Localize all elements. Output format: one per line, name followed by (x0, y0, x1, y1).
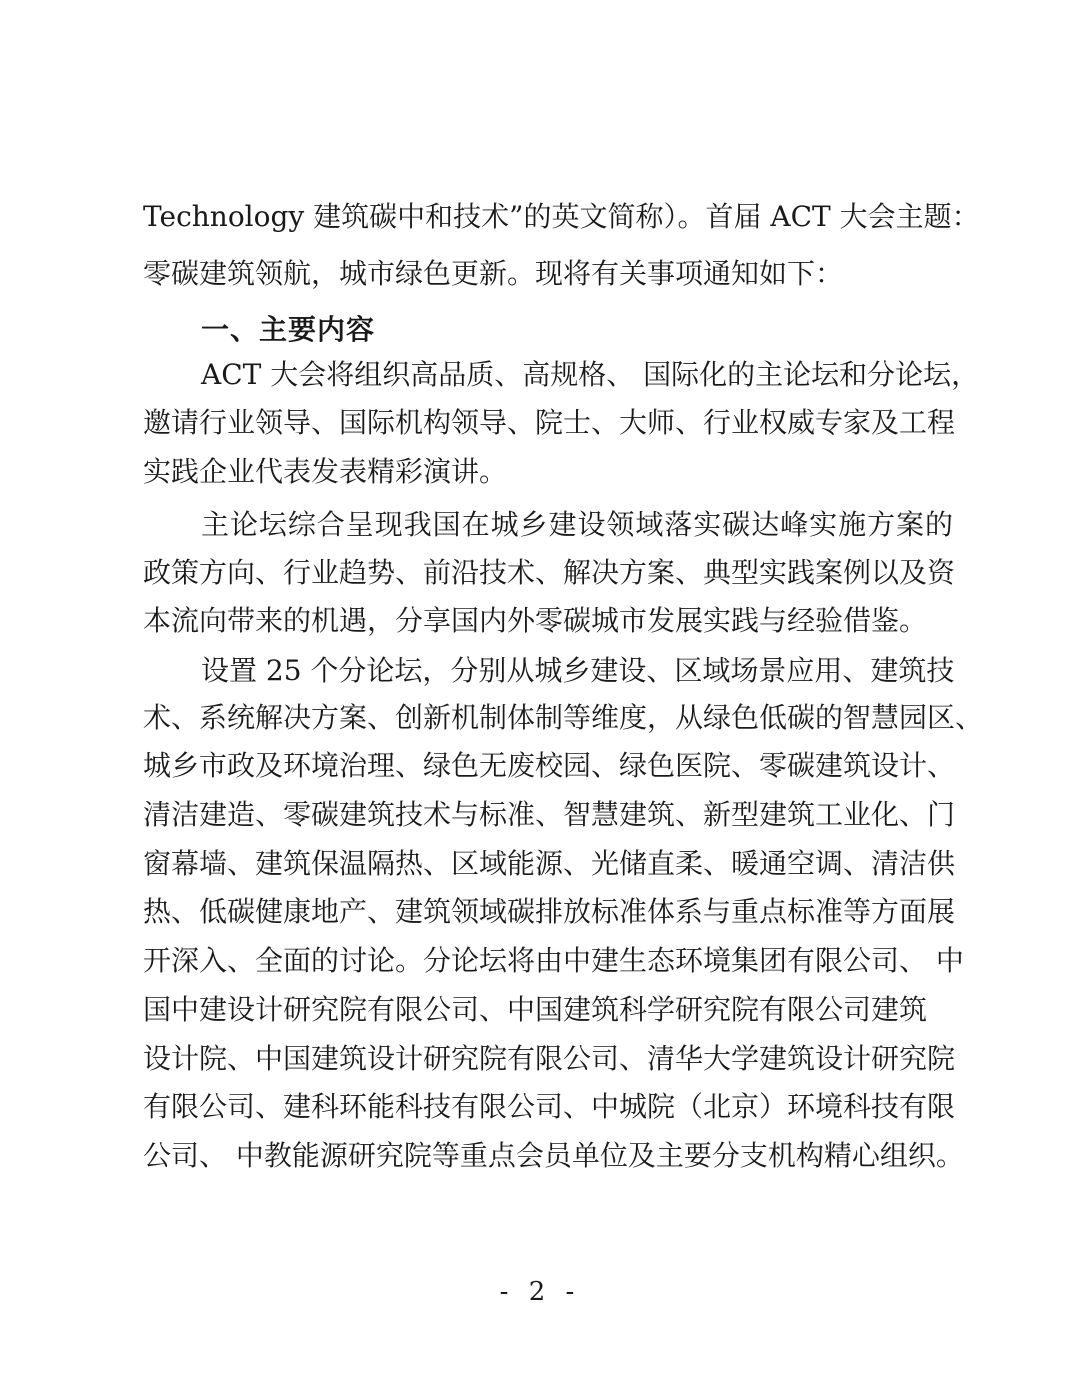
paragraph3-line-7: 开深入、全面的讨论。分论坛将由中建生态环境集团有限公司、 中 (143, 944, 964, 977)
paragraph3-line-4: 清洁建造、零碳建筑技术与标准、智慧建筑、新型建筑工业化、门 (143, 798, 956, 831)
paragraph3-line-8: 国中建设计研究院有限公司、中国建筑科学研究院有限公司建筑 (143, 993, 928, 1026)
paragraph1-line-1: ACT 大会将组织高品质、高规格、 国际化的主论坛和分论坛， (201, 358, 980, 391)
paragraph2-line-1: 主论坛综合呈现我国在城乡建设领域落实碳达峰实施方案的 (201, 508, 953, 541)
paragraph3-line-6: 热、低碳健康地产、建筑领域碳排放标准体系与重点标准等方面展 (143, 895, 956, 928)
paragraph3-line-2: 术、系统解决方案、创新机制体制等维度，从绿色低碳的智慧园区、 (143, 701, 984, 734)
paragraph3-line-10: 有限公司、建科环能科技有限公司、中城院（北京）环境科技有限 (143, 1090, 956, 1123)
paragraph3-line-11: 公司、 中教能源研究院等重点会员单位及主要分支机构精心组织。 (143, 1139, 964, 1172)
paragraph3-line-9: 设计院、中国建筑设计研究院有限公司、清华大学建筑设计研究院 (143, 1042, 956, 1075)
intro-line-2: 零碳建筑领航，城市绿色更新。现将有关事项通知如下： (143, 257, 844, 290)
section-heading: 一、主要内容 (201, 313, 376, 346)
paragraph3-line-5: 窗幕墙、建筑保温隔热、区域能源、光储直柔、暖通空调、清洁供 (143, 847, 956, 880)
paragraph3-line-3: 城乡市政及环境治理、绿色无废校园、绿色医院、零碳建筑设计、 (143, 749, 956, 782)
paragraph1-line-2: 邀请行业领导、国际机构领导、院士、大师、行业权威专家及工程 (143, 406, 956, 439)
paragraph3-line-1: 设置 25 个分论坛，分别从城乡建设、区域场景应用、建筑技 (201, 654, 955, 687)
paragraph2-line-3: 本流向带来的机遇，分享国内外零碳城市发展实践与经验借鉴。 (143, 604, 928, 637)
paragraph1-line-3: 实践企业代表发表精彩演讲。 (143, 455, 508, 488)
intro-line-1: Technology 建筑碳中和技术”的英文简称）。首届 ACT 大会主题： (143, 200, 980, 233)
page-number: - 2 - (499, 1277, 581, 1307)
paragraph2-line-2: 政策方向、行业趋势、前沿技术、解决方案、典型实践案例以及资 (143, 556, 956, 589)
